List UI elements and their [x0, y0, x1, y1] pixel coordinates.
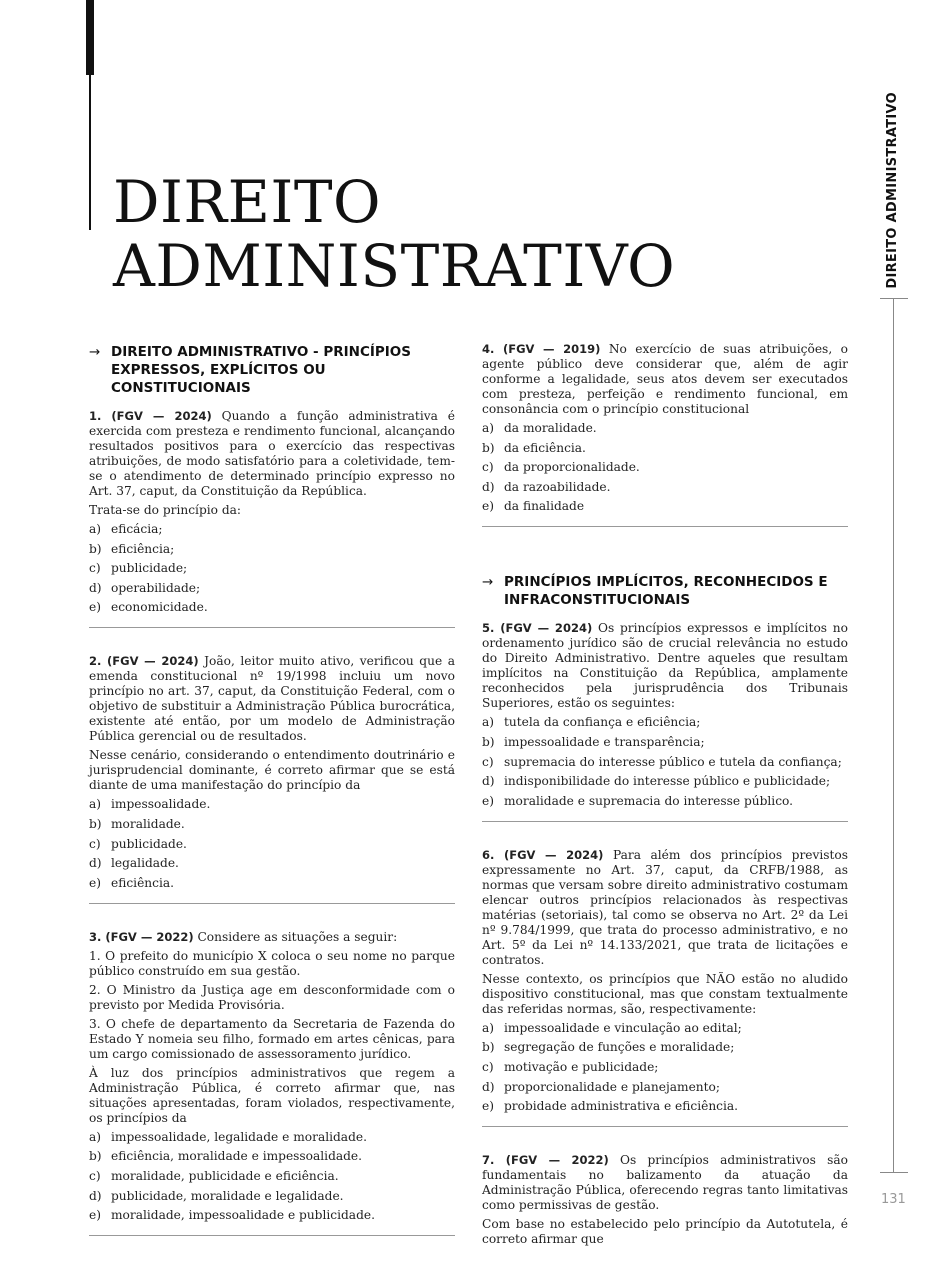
question-2-prompt: Nesse cenário, considerando o entendimento doutrinário e jurisprudencial dominante, é correto afirmar que se está diante de uma manifestação do princípio da: [89, 748, 455, 793]
option-letter: e): [482, 1099, 494, 1114]
left-column: [89, 343, 455, 1262]
option-letter: a): [482, 1020, 495, 1035]
chapter-title: [113, 170, 675, 298]
option-b[interactable]: [89, 542, 455, 557]
divider: [89, 1235, 455, 1236]
question-4-options: [482, 421, 848, 514]
option-c[interactable]: [482, 755, 848, 770]
option-text: da moralidade.: [504, 421, 597, 435]
divider: [89, 627, 455, 628]
option-letter: e): [89, 1208, 101, 1223]
option-letter: e): [89, 600, 101, 615]
divider: [482, 821, 848, 822]
question-7-body: Os princípios administrativos são fundamentais no balizamento da atuação da Administração Pública, oferecendo regras tanto limitativas como permissivas de gestão.: [482, 1153, 848, 1213]
question-4: [482, 342, 848, 514]
option-letter: d): [482, 1079, 495, 1094]
arrow-right-icon: →: [89, 344, 101, 360]
option-text: segregação de funções e moralidade;: [504, 1040, 735, 1055]
option-c[interactable]: [89, 561, 455, 576]
question-3-prompt: À luz dos princípios administrativos que regem a Administração Pública, é correto afirmar que, nas situações apresentadas, foram violados, respectivamente, os princípios da: [89, 1065, 455, 1125]
option-text: eficiência;: [111, 541, 175, 556]
question-5-options: [482, 715, 848, 808]
question-3-statement-1: 1. O prefeito do município X coloca o seu nome no parque público construído em sua gestão.: [89, 948, 455, 978]
option-text: moralidade.: [111, 816, 185, 831]
option-text: eficiência, moralidade e impessoalidade.: [111, 1149, 363, 1164]
question-7-text: [482, 1153, 848, 1213]
question-4-label: 4. (FGV — 2019): [482, 342, 601, 356]
option-letter: d): [482, 479, 495, 494]
option-letter: b): [482, 440, 495, 455]
option-b[interactable]: [89, 817, 455, 832]
option-text: da proporcionalidade.: [504, 460, 640, 475]
question-6-text: [482, 848, 848, 968]
option-e[interactable]: [89, 876, 455, 891]
option-text: eficiência.: [111, 875, 174, 890]
option-text: tutela da confiança e eficiência;: [504, 715, 701, 730]
question-1-options: [89, 522, 455, 615]
option-text: moralidade e supremacia do interesse público.: [504, 793, 794, 808]
section-heading-principios-expressos: [89, 343, 455, 397]
option-text: da finalidade: [504, 499, 585, 514]
option-letter: a): [89, 522, 102, 536]
option-letter: b): [89, 1149, 102, 1164]
option-letter: a): [482, 715, 495, 730]
option-e[interactable]: [89, 600, 455, 615]
option-text: indisponibilidade do interesse público e publicidade;: [504, 774, 831, 789]
option-c[interactable]: [89, 837, 455, 852]
option-text: moralidade, impessoalidade e publicidade.: [111, 1208, 375, 1223]
question-3-statement-2: 2. O Ministro da Justiça age em desconformidade com o previsto por Medida Provisória.: [89, 982, 455, 1012]
chapter-bar: [86, 0, 94, 75]
option-b[interactable]: [482, 1040, 848, 1055]
question-2-body: João, leitor muito ativo, verificou que a emenda constitucional nº 19/1998 incluiu um novo princípio no art. 37, caput, da Constituição Federal, com o objetivo de substituir a Administração Pública burocrática, existente até então, por um modelo de Administração Pública gerencial ou de resultados.: [89, 654, 455, 744]
option-text: publicidade;: [111, 561, 188, 576]
option-text: operabilidade;: [111, 580, 201, 595]
option-c[interactable]: [89, 1169, 455, 1184]
option-text: impessoalidade, legalidade e moralidade.: [111, 1129, 367, 1144]
option-letter: a): [482, 421, 495, 435]
section-heading-principios-implicitos: [482, 573, 848, 609]
question-5-label: 5. (FGV — 2024): [482, 621, 593, 636]
question-2-text: [89, 654, 455, 744]
option-e[interactable]: [482, 1099, 848, 1114]
question-2: [89, 654, 455, 890]
question-3-label: 3. (FGV — 2022): [89, 929, 194, 944]
option-a[interactable]: [482, 715, 848, 730]
option-text: proporcionalidade e planejamento;: [504, 1079, 720, 1094]
question-6-label: 6. (FGV — 2024): [482, 847, 604, 862]
option-letter: c): [482, 1059, 494, 1074]
option-letter: a): [89, 1129, 102, 1144]
chapter-title-line2: ADMINISTRATIVO: [113, 232, 676, 300]
question-6: [482, 848, 848, 1114]
question-6-options: [482, 1021, 848, 1114]
right-column: [482, 342, 848, 1251]
option-d[interactable]: [89, 581, 455, 596]
question-4-text: [482, 342, 848, 417]
question-2-options: [89, 797, 455, 890]
question-7-label: 7. (FGV — 2022): [482, 1153, 609, 1168]
question-3-options: [89, 1130, 455, 1223]
question-3: [89, 930, 455, 1223]
option-text: supremacia do interesse público e tutela da confiança;: [504, 754, 842, 769]
option-letter: b): [482, 734, 495, 749]
option-d[interactable]: [89, 1189, 455, 1204]
section-heading-text: PRINCÍPIOS IMPLÍCITOS, RECONHECIDOS E INFRACONSTITUCIONAIS: [504, 574, 828, 609]
question-1: [89, 409, 455, 615]
divider: [482, 1126, 848, 1127]
option-b[interactable]: [482, 441, 848, 456]
question-3-text: [89, 930, 455, 945]
option-text: publicidade, moralidade e legalidade.: [111, 1188, 344, 1203]
option-letter: e): [482, 499, 494, 514]
side-rail-top: [880, 298, 908, 299]
option-b[interactable]: [89, 1149, 455, 1164]
option-c[interactable]: [482, 460, 848, 475]
arrow-right-icon: →: [482, 574, 494, 591]
option-a[interactable]: [482, 1021, 848, 1036]
question-5-text: [482, 621, 848, 711]
option-a[interactable]: [89, 1130, 455, 1145]
question-7: [482, 1153, 848, 1247]
option-b[interactable]: [482, 735, 848, 750]
option-letter: b): [89, 541, 102, 556]
option-text: impessoalidade e transparência;: [504, 734, 705, 749]
side-rail: [893, 298, 894, 1172]
option-text: legalidade.: [111, 856, 179, 871]
option-text: da eficiência.: [504, 440, 586, 455]
option-letter: e): [482, 793, 494, 808]
option-e[interactable]: [482, 794, 848, 809]
option-letter: d): [482, 774, 495, 789]
question-1-text: [89, 409, 455, 499]
question-2-label: 2. (FGV — 2024): [89, 654, 199, 669]
option-letter: c): [89, 1168, 101, 1183]
question-6-prompt: Nesse contexto, os princípios que NÃO estão no aludido dispositivo constitucional, mas que constam textualmente das referidas normas, são, respectivamente:: [482, 971, 848, 1016]
section-heading-text: DIREITO ADMINISTRATIVO - PRINCÍPIOS EXPRESSOS, EXPLÍCITOS OU CONSTITUCIONAIS: [111, 344, 411, 396]
side-chapter-label: DIREITO ADMINISTRATIVO: [885, 92, 900, 289]
option-d[interactable]: [482, 480, 848, 495]
question-5-body: Os princípios expressos e implícitos no ordenamento jurídico são de crucial relevância no estudo do Direito Administrativo. Dentre aqueles que resultam implícitos na Constituição da República, amplamente reconhecidos pela jurisprudência dos Tribunais Superiores, estão os seguintes:: [482, 621, 848, 711]
option-text: impessoalidade e vinculação ao edital;: [504, 1020, 742, 1035]
option-letter: b): [89, 816, 102, 831]
option-text: impessoalidade.: [111, 797, 211, 812]
option-c[interactable]: [482, 1060, 848, 1075]
question-1-prompt: Trata-se do princípio da:: [89, 503, 242, 517]
option-letter: b): [482, 1040, 495, 1055]
option-d[interactable]: [89, 856, 455, 871]
option-letter: c): [89, 561, 101, 576]
option-a[interactable]: [89, 522, 455, 537]
option-d[interactable]: [482, 774, 848, 789]
option-letter: c): [482, 460, 494, 475]
divider: [89, 903, 455, 904]
option-letter: d): [89, 856, 102, 871]
question-1-label: 1. (FGV — 2024): [89, 409, 212, 423]
option-e[interactable]: [89, 1208, 455, 1223]
option-text: motivação e publicidade;: [504, 1059, 659, 1074]
chapter-title-line1: DIREITO: [113, 168, 382, 236]
side-rail-bottom: [880, 1172, 908, 1173]
divider: [482, 526, 848, 527]
option-e[interactable]: [482, 499, 848, 514]
option-letter: d): [89, 1188, 102, 1203]
question-4-body: No exercício de suas atribuições, o agente público deve considerar que, além de agir conforme a legalidade, seus atos devem ser executados com presteza, perfeição e rendimento funcional, em consonância com o princípio constitucional: [482, 342, 848, 416]
question-5: [482, 621, 848, 808]
option-letter: e): [89, 875, 101, 890]
option-text: da razoabilidade.: [504, 479, 611, 494]
question-7-prompt: Com base no estabelecido pelo princípio da Autotutela, é correto afirmar que: [482, 1217, 848, 1247]
option-text: moralidade, publicidade e eficiência.: [111, 1168, 339, 1183]
option-letter: a): [89, 797, 102, 812]
option-a[interactable]: [482, 421, 848, 436]
option-text: eficácia;: [111, 522, 163, 536]
option-text: economicidade.: [111, 600, 208, 615]
option-letter: c): [89, 836, 101, 851]
question-3-statement-3: 3. O chefe de departamento da Secretaria de Fazenda do Estado Y nomeia seu filho, formado em artes cênicas, para um cargo comissionado de assessoramento jurídico.: [89, 1016, 455, 1061]
option-letter: d): [89, 580, 102, 595]
option-d[interactable]: [482, 1080, 848, 1095]
chapter-line: [89, 75, 91, 230]
page-number: 131: [881, 1192, 906, 1207]
option-a[interactable]: [89, 797, 455, 812]
option-letter: c): [482, 754, 494, 769]
question-3-body: Considere as situações a seguir:: [197, 929, 398, 944]
question-6-body: Para além dos princípios previstos expressamente no Art. 37, caput, da CRFB/1988, as normas que versam sobre direito administrativo costumam elencar outros princípios relacionados às respectivas matérias (setoriais), tal como se observa no Art. 2º da Lei nº 9.784/1999, que trata do processo administrativo, e no Art. 5º da Lei nº 14.133/2021, que trata de licitações e contratos.: [482, 847, 849, 967]
question-1-body: Quando a função administrativa é exercida com presteza e rendimento funcional, alcançando resultados positivos para o exercício das respectivas atribuições, de modo satisfatório para a coletividade, tem-se o atendimento de determinado princípio expresso no Art. 37, caput, da Constituição da República.: [89, 409, 455, 498]
option-text: publicidade.: [111, 836, 187, 851]
option-text: probidade administrativa e eficiência.: [504, 1099, 739, 1114]
